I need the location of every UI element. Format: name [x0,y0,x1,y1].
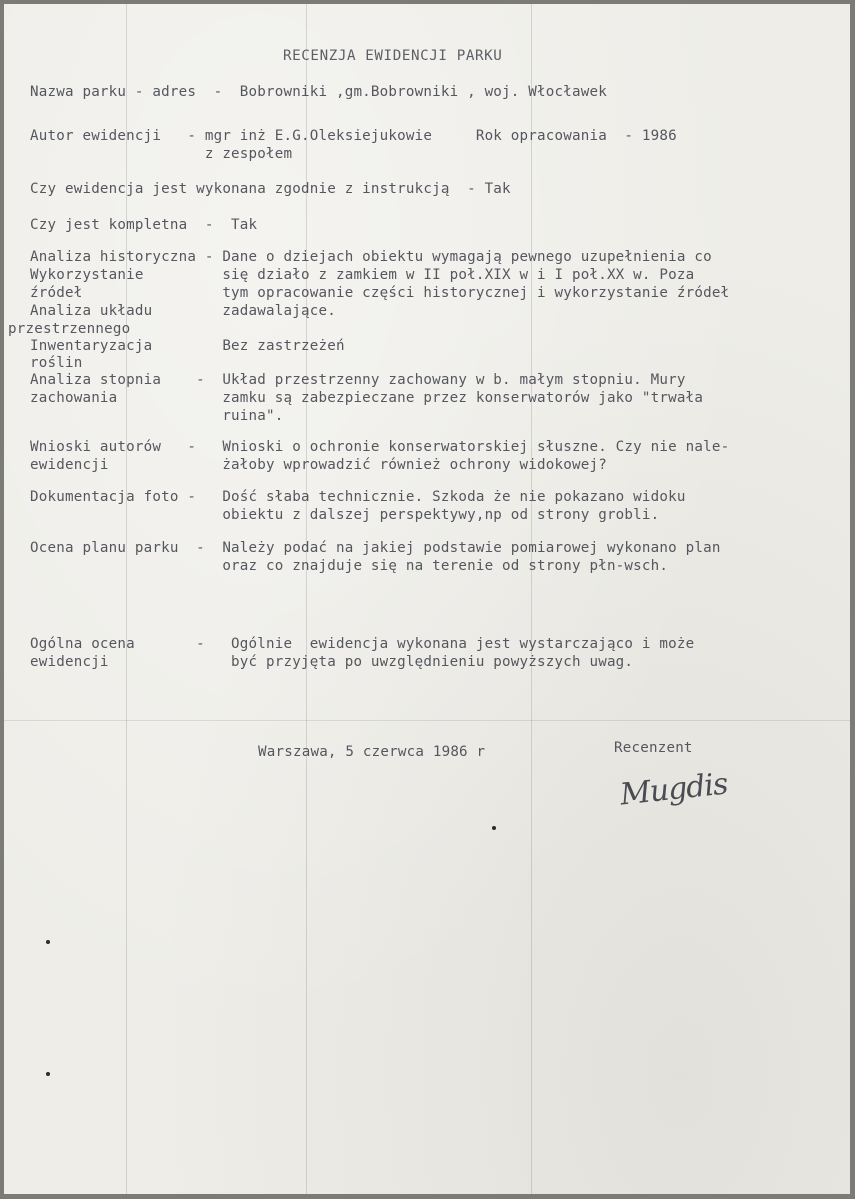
reviewer-label: Recenzent [614,740,693,756]
inventory-line: Inwentaryzacja Bez zastrzeżeń [30,338,345,354]
preservation-line: Analiza stopnia - Układ przestrzenny zachowany w b. małym stopniu. Mury [30,372,686,388]
place-date: Warszawa, 5 czerwca 1986 r [258,744,486,760]
preservation-line: zachowania zamku są zabezpieczane przez konserwatorów jako "trwała [30,390,704,406]
history-line: Wykorzystanie się działo z zamkiem w II poł.XIX w i I poł.XX w. Poza [30,267,695,283]
photo-line: obiektu z dalszej perspektywy,np od strony grobli. [30,507,660,523]
park-name-line: Nazwa parku - adres - Bobrowniki ,gm.Bobrowniki , woj. Włocławek [30,84,607,100]
ink-dot [492,826,496,830]
author-line: z zespołem [30,146,293,162]
author-line: Autor ewidencji - mgr inż E.G.Oleksiejukowie Rok opracowania - 1986 [30,128,677,144]
conclusions-line: Wnioski autorów - Wnioski o ochronie konserwatorskiej słuszne. Czy nie nale- [30,439,730,455]
fold-line [531,4,532,1194]
history-line: Analiza układu zadawalające. [30,303,336,319]
document-title: RECENZJA EWIDENCJI PARKU [283,48,503,64]
plan-line: oraz co znajduje się na terenie od strony płn-wsch. [30,558,669,574]
history-line: przestrzennego [8,321,131,337]
conclusions-line: ewidencji żałoby wprowadzić również ochrony widokowej? [30,457,607,473]
ink-dot [46,940,50,944]
instruction-line: Czy ewidencja jest wykonana zgodnie z instrukcją - Tak [30,181,511,197]
document-page [4,4,850,1194]
complete-line: Czy jest kompletna - Tak [30,217,258,233]
fold-line [4,720,850,721]
inventory-line: roślin [30,355,83,371]
history-line: Analiza historyczna - Dane o dziejach obiektu wymagają pewnego uzupełnienia co [30,249,712,265]
overall-line: ewidencji być przyjęta po uwzględnieniu powyższych uwag. [30,654,634,670]
preservation-line: ruina". [30,408,284,424]
history-line: źródeł tym opracowanie części historycznej i wykorzystanie źródeł [30,285,730,301]
photo-line: Dokumentacja foto - Dość słaba technicznie. Szkoda że nie pokazano widoku [30,489,686,505]
plan-line: Ocena planu parku - Należy podać na jakiej podstawie pomiarowej wykonano plan [30,540,721,556]
ink-dot [46,1072,50,1076]
overall-line: Ogólna ocena - Ogólnie ewidencja wykonana jest wystarczająco i może [30,636,695,652]
signature: Mugdis [618,766,729,813]
